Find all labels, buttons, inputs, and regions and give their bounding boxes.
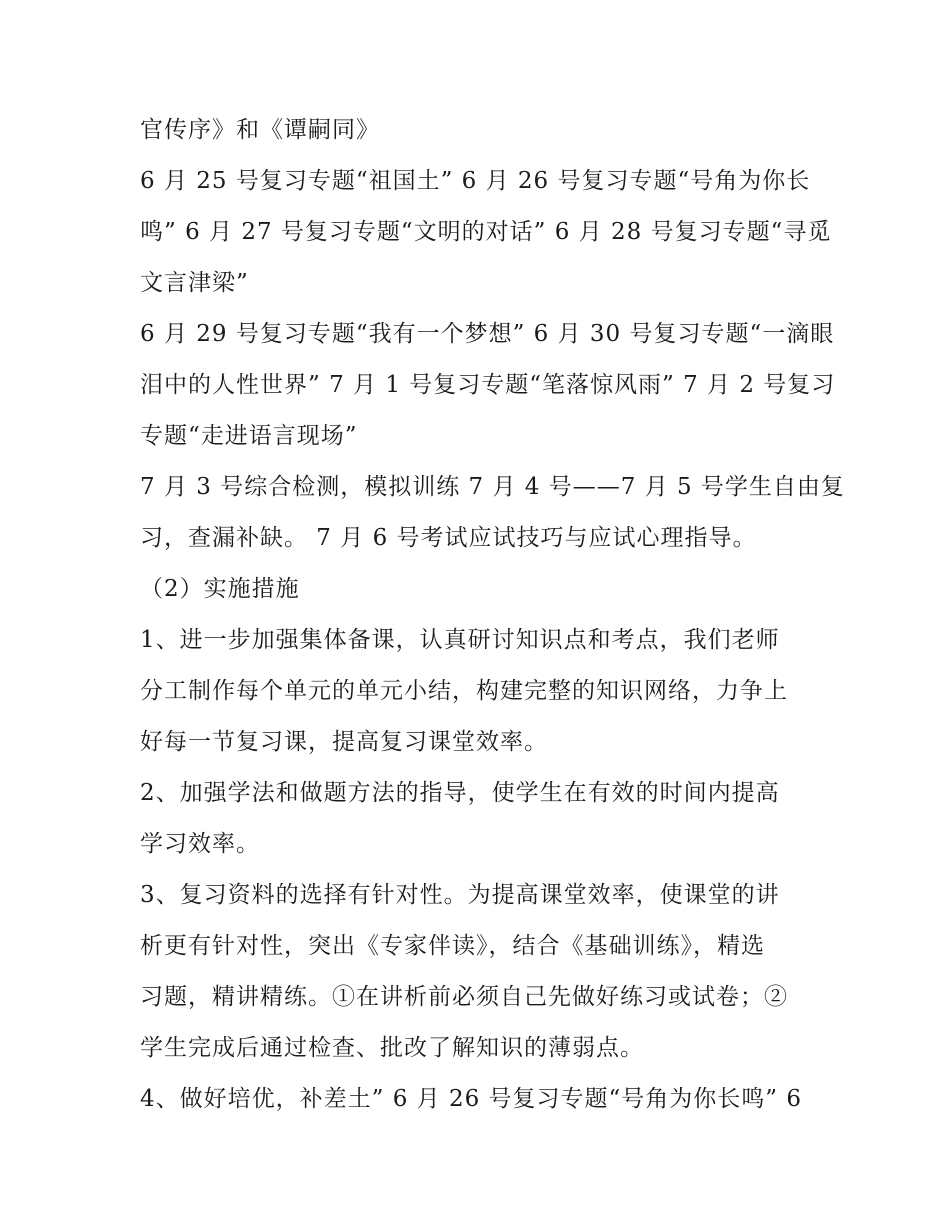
text-line: 析更有针对性，突出《专家伴读》，结合《基础训练》，精选 — [140, 933, 765, 959]
text-line: 鸣” 6 月 27 号复习专题“文明的对话” 6 月 28 号复习专题“寻觅 — [140, 219, 832, 245]
text-line: 7 月 3 号综合检测，模拟训练 7 月 4 号——7 月 5 号学生自由复 — [140, 474, 845, 500]
text-line: 6 月 25 号复习专题“祖国土” 6 月 26 号复习专题“号角为你长 — [140, 168, 811, 194]
document-body — [140, 105, 845, 1125]
text-line: 习，查漏补缺。 7 月 6 号考试应试技巧与应试心理指导。 — [140, 525, 757, 551]
text-line: 专题“走进语言现场” — [140, 423, 358, 449]
section-heading: （2）实施措施 — [140, 576, 300, 602]
text-line: 分工制作每个单元的单元小结，构建完整的知识网络，力争上 — [140, 678, 788, 704]
text-line: 官传序》和《谭嗣同》 — [140, 117, 380, 143]
text-line: 2、加强学法和做题方法的指导，使学生在有效的时间内提高 — [140, 780, 780, 806]
text-line: 4、做好培优，补差土” 6 月 26 号复习专题“号角为你长鸣” 6 — [140, 1086, 802, 1112]
text-line: 好每一节复习课，提高复习课堂效率。 — [140, 729, 548, 755]
text-line: 泪中的人性世界” 7 月 1 号复习专题“笔落惊风雨” 7 月 2 号复习 — [140, 372, 836, 398]
text-line: 6 月 29 号复习专题“我有一个梦想” 6 月 30 号复习专题“一滴眼 — [140, 321, 835, 347]
text-line: 学习效率。 — [140, 831, 260, 857]
text-line: 文言津梁” — [140, 270, 249, 296]
text-line: 学生完成后通过检查、批改了解知识的薄弱点。 — [140, 1035, 644, 1061]
text-line: 习题，精讲精练。①在讲析前必须自己先做好练习或试卷；② — [140, 984, 788, 1010]
text-line: 3、复习资料的选择有针对性。为提高课堂效率，使课堂的讲 — [140, 882, 780, 908]
text-line: 1、进一步加强集体备课，认真研讨知识点和考点，我们老师 — [140, 627, 780, 653]
